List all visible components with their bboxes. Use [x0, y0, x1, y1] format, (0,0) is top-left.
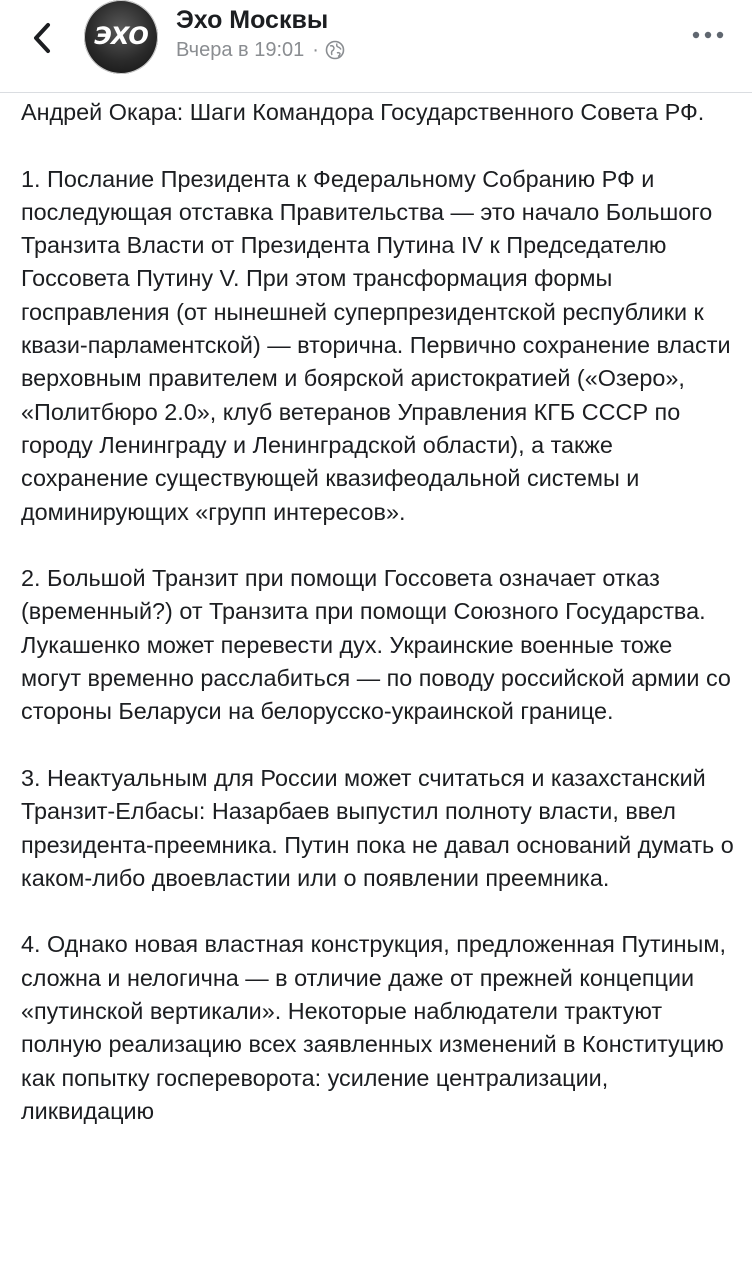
echo-logo — [90, 22, 152, 50]
post-timestamp[interactable]: Вчера в 19:01 — [176, 39, 305, 61]
page-name[interactable]: Эхо Москвы — [176, 6, 329, 34]
more-horizontal-icon — [692, 31, 724, 39]
page-avatar[interactable] — [84, 0, 158, 74]
globe-icon — [325, 40, 345, 60]
chevron-left-icon — [32, 22, 52, 54]
post-title-paragraph: Андрей Окара: Шаги Командора Государственного Совета РФ. — [21, 99, 705, 125]
post-paragraph-3: 3. Неактуальным для России может считаться и казахстанский Транзит-Елбасы: Назарбаев выпустил полноту власти, ввел президента-преемника. Путин пока не давал оснований думать о каком-либо двоевластии или о появлении преемника. — [21, 764, 734, 891]
post-paragraph-4: 4. Однако новая властная конструкция, предложенная Путиным, сложна и нелогична — в отличие даже от прежней концепции «путинской вертикали». Некоторые наблюдатели трактуют полную реализацию всех заявленных изменений в Конституцию как попытку госпереворота: усиление централизации, ликвидацию — [21, 931, 726, 1124]
avatar-logo-text: ЭХО — [94, 22, 148, 50]
meta-separator: · — [312, 39, 319, 61]
post-paragraph-2: 2. Большой Транзит при помощи Госсовета означает отказ (временный?) от Транзита при помощи Союзного Государства. Лукашенко может перевести дух. Украинские военные тоже могут временно расслабиться — по поводу российской армии со стороны Беларуси на белорусско-украинской границе. — [21, 565, 731, 725]
post-paragraph-1: 1. Послание Президента к Федеральному Собранию РФ и последующая отставка Правительства — это начало Большого Транзита Власти от Президента Путина IV к Председателю Госсовета Путину V. При этом трансформация формы госправления (от нынешней суперпрезидентской республики к квази-парламентской) — вторична. Первично сохранение власти верховным правителем и боярской аристократией («Озеро», «Политбюро 2.0», клуб ветеранов Управления КГБ СССР по городу Ленинграду и Ленинградской области), а также сохранение существующей квазифеодальной системы и доминирующих «групп интересов». — [21, 165, 731, 525]
post-body — [21, 96, 737, 1162]
post-header — [0, 0, 752, 93]
post-meta — [176, 36, 345, 64]
back-button[interactable] — [22, 18, 62, 58]
more-options-button[interactable] — [688, 20, 728, 50]
